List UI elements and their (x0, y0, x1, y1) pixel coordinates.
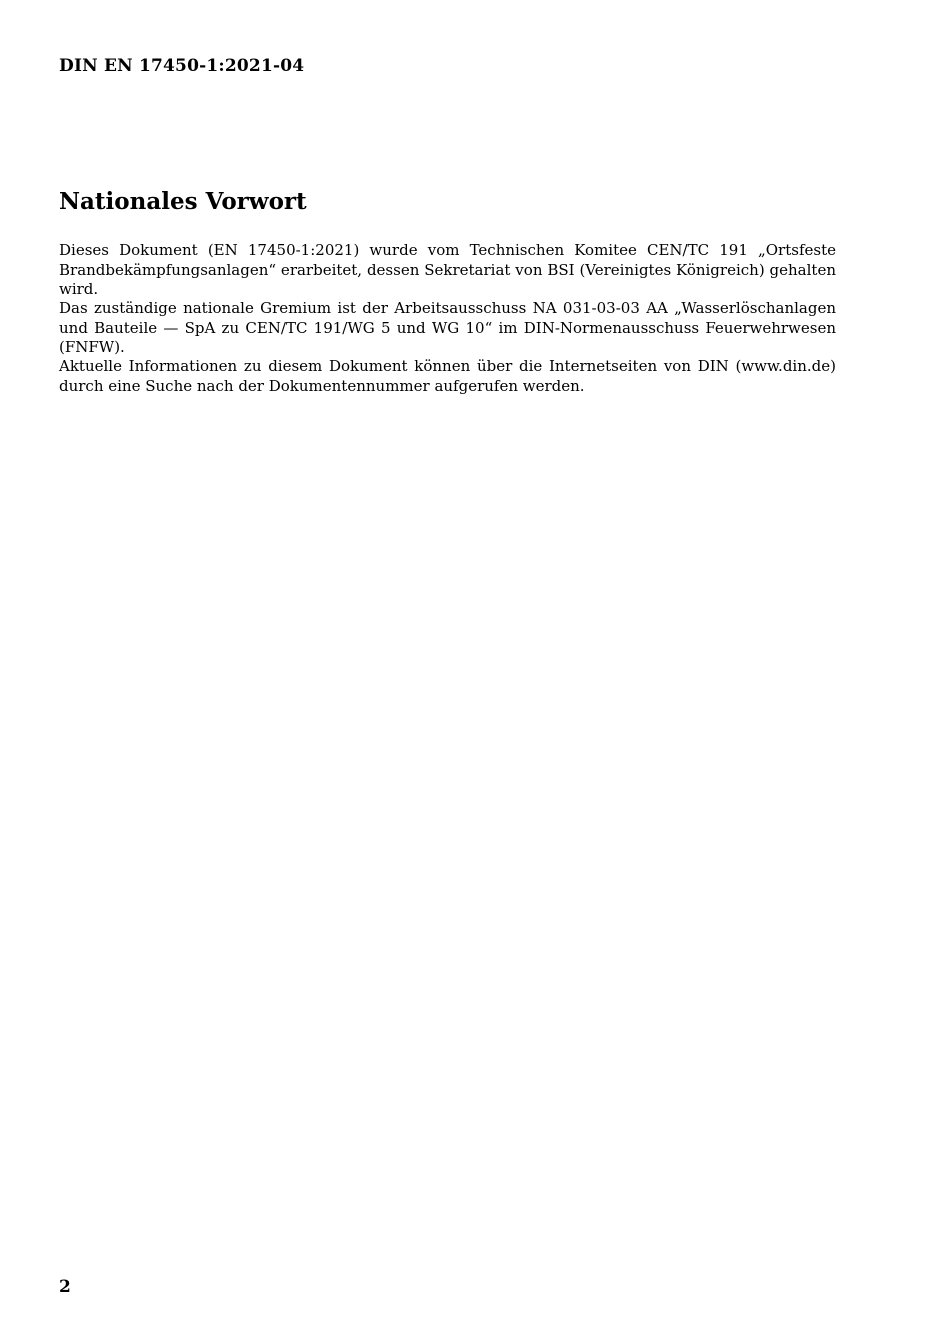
section-title: Nationales Vorwort (59, 188, 307, 215)
page-number: 2 (59, 1277, 71, 1297)
document-header: DIN EN 17450-1:2021-04 (59, 56, 305, 76)
paragraph-information: Aktuelle Informationen zu diesem Dokument können über die Internetseiten von DIN (www.din.de) durch eine Suche nach der Dokumentennummer aufgerufen werden. (59, 357, 836, 395)
paragraph-national-body: Das zuständige nationale Gremium ist der Arbeitsausschuss NA 031-03-03 AA „Wasserlöschanlagen und Bauteile — SpA zu CEN/TC 191/WG 5 und WG 10“ im DIN-Normenausschuss Feuerwehrwesen (FNFW). (59, 299, 836, 356)
paragraph-committee: Dieses Dokument (EN 17450-1:2021) wurde vom Technischen Komitee CEN/TC 191 „Ortsfeste Brandbekämpfungsanlagen“ erarbeitet, dessen Sekretariat von BSI (Vereinigtes Königreich) gehalten wird. (59, 241, 836, 298)
